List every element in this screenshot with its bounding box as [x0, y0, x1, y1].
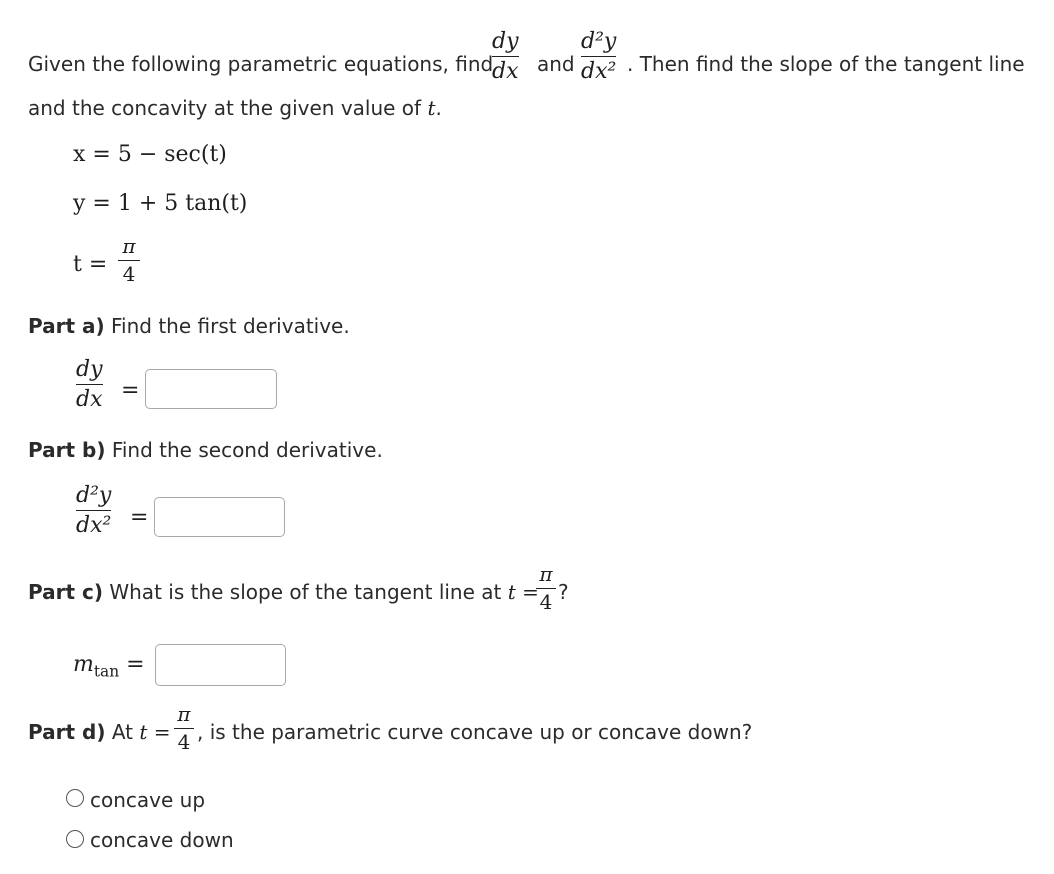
- frac-den: dx: [76, 387, 103, 413]
- dy-dx-fraction: [492, 30, 519, 83]
- concave-up-label[interactable]: concave up: [90, 788, 206, 812]
- part-a-equals: =: [121, 378, 140, 403]
- frac-num: π: [122, 234, 136, 258]
- concave-down-label[interactable]: concave down: [90, 828, 234, 852]
- intro-line2: [28, 96, 442, 120]
- part-c-answer-input[interactable]: [155, 644, 286, 686]
- part-d-label: Part d): [28, 720, 106, 744]
- frac-num: π: [177, 702, 191, 726]
- frac-den: dx: [492, 59, 519, 85]
- part-a-dy-dx: [76, 358, 103, 411]
- frac-den: dx²: [581, 59, 617, 85]
- x-equation: x = 5 − sec(t): [73, 142, 227, 167]
- part-b-text: Find the second derivative.: [111, 438, 383, 462]
- part-b-answer-input[interactable]: [154, 497, 285, 537]
- frac-den: 4: [122, 262, 136, 286]
- part-c-t: t: [507, 580, 516, 604]
- intro-text-a: Given the following parametric equations, find: [28, 52, 494, 76]
- part-a-answer-input[interactable]: [145, 369, 277, 409]
- frac-num: d²y: [581, 29, 617, 54]
- part-c-pi-over-4: [536, 564, 556, 613]
- m-tan-equals: =: [126, 652, 145, 677]
- m-tan-label: [73, 652, 145, 681]
- part-c-text: What is the slope of the tangent line at: [109, 580, 502, 604]
- part-d-at: At: [111, 720, 133, 744]
- m-symbol: m: [73, 652, 94, 677]
- concave-up-radio[interactable]: [66, 789, 84, 807]
- part-b-d2y-dx2: [76, 484, 111, 537]
- frac-num: π: [539, 562, 553, 586]
- part-c-heading: [28, 580, 539, 604]
- part-c-equals: =: [522, 580, 539, 604]
- part-b-label: Part b): [28, 438, 106, 462]
- frac-den: dx²: [76, 513, 112, 539]
- d2y-dx2-fraction: [581, 30, 616, 83]
- part-d-t: t: [139, 720, 148, 744]
- part-d-equals: =: [153, 720, 171, 744]
- intro-text-b: . Then find the slope of the tangent line: [627, 52, 1025, 76]
- t-equation-prefix: t =: [73, 252, 108, 277]
- m-subscript: tan: [93, 662, 120, 681]
- part-a-label: Part a): [28, 314, 105, 338]
- part-c-question-mark: ?: [558, 580, 569, 604]
- part-b-equals: =: [130, 505, 149, 530]
- intro-line2-text: and the concavity at the given value of: [28, 96, 422, 120]
- part-d-question: , is the parametric curve concave up or concave down?: [197, 720, 753, 744]
- frac-den: 4: [177, 730, 191, 754]
- part-a-text: Find the first derivative.: [111, 314, 350, 338]
- frac-num: dy: [492, 29, 519, 54]
- frac-num: dy: [76, 357, 103, 382]
- intro-period: .: [435, 96, 442, 120]
- intro-t-var: t: [427, 96, 436, 120]
- part-d-pi-over-4: [174, 704, 194, 753]
- part-b-heading: [28, 438, 383, 462]
- part-d-heading-a: [28, 720, 171, 744]
- frac-den: 4: [539, 590, 553, 614]
- y-equation: y = 1 + 5 tan(t): [73, 191, 248, 216]
- part-a-heading: [28, 314, 350, 338]
- part-c-label: Part c): [28, 580, 103, 604]
- intro-and: and: [537, 52, 575, 76]
- concave-down-radio[interactable]: [66, 830, 84, 848]
- frac-num: d²y: [76, 483, 112, 508]
- pi-over-4-fraction: [118, 236, 140, 285]
